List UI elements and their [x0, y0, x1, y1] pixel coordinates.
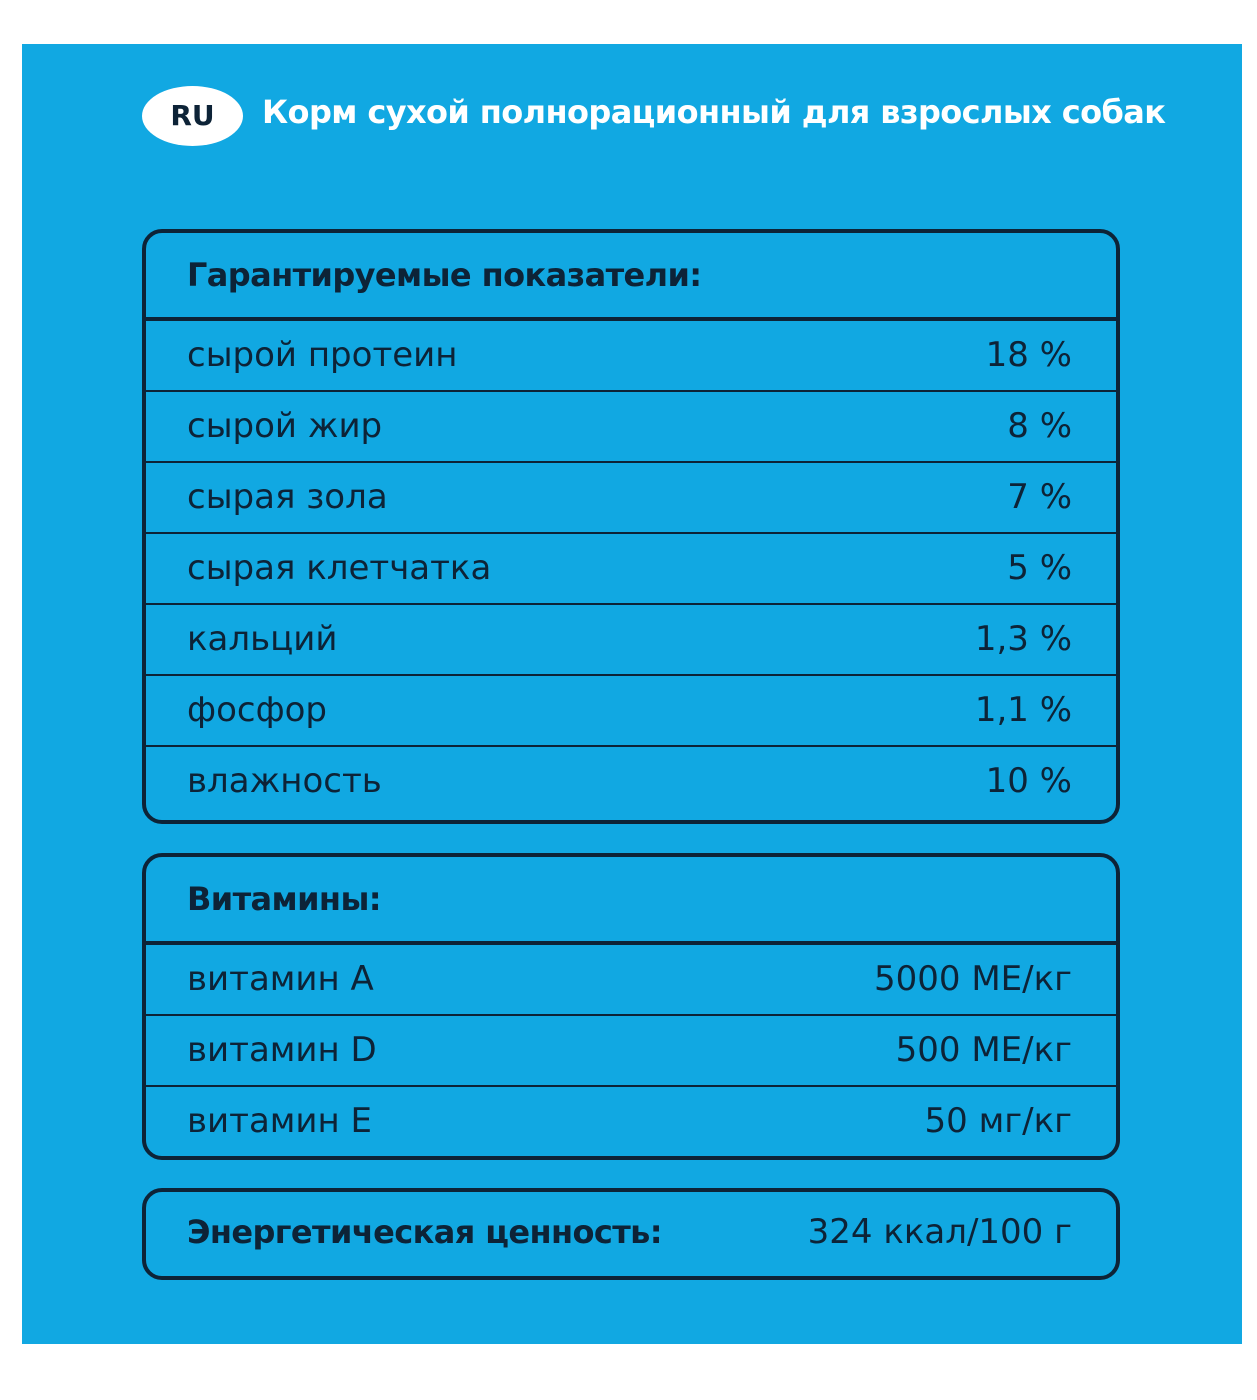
row-label: сырой жир — [187, 406, 383, 446]
table-row — [146, 605, 1116, 676]
row-label: витамин E — [187, 1101, 373, 1141]
row-value: 8 % — [1007, 406, 1072, 446]
guaranteed-values-heading: Гарантируемые показатели: — [187, 256, 702, 294]
energy-label: Энергетическая ценность: — [187, 1213, 663, 1251]
energy-value-box — [142, 1188, 1120, 1280]
energy-value: 324 ккал/100 г — [807, 1212, 1072, 1252]
table-row — [146, 534, 1116, 605]
table-row — [146, 321, 1116, 392]
row-value: 50 мг/кг — [924, 1101, 1072, 1141]
language-badge: RU — [142, 86, 243, 146]
row-value: 1,1 % — [974, 690, 1072, 730]
row-label: витамин A — [187, 959, 374, 999]
vitamins-heading: Витамины: — [187, 880, 381, 918]
row-label: кальций — [187, 619, 338, 659]
guaranteed-values-rows — [146, 321, 1116, 818]
row-value: 18 % — [985, 335, 1072, 375]
table-row — [146, 676, 1116, 747]
row-label: сырой протеин — [187, 335, 458, 375]
table-row — [146, 747, 1116, 818]
row-value: 7 % — [1007, 477, 1072, 517]
product-title: Корм сухой полнорационный для взрослых собак — [262, 93, 1166, 131]
row-value: 10 % — [985, 761, 1072, 801]
row-label: влажность — [187, 761, 382, 801]
table-row — [146, 1087, 1116, 1158]
table-row — [146, 1016, 1116, 1087]
table-row — [146, 392, 1116, 463]
guaranteed-values-header — [146, 233, 1116, 321]
row-label: сырая клетчатка — [187, 548, 492, 588]
row-value: 5 % — [1007, 548, 1072, 588]
table-row — [146, 945, 1116, 1016]
row-value: 1,3 % — [974, 619, 1072, 659]
row-label: сырая зола — [187, 477, 388, 517]
vitamins-header — [146, 857, 1116, 945]
row-label: фосфор — [187, 690, 328, 730]
row-value: 5000 МЕ/кг — [873, 959, 1072, 999]
table-row — [146, 463, 1116, 534]
vitamins-table — [142, 853, 1120, 1160]
row-label: витамин D — [187, 1030, 377, 1070]
guaranteed-values-table — [142, 229, 1120, 824]
row-value: 500 МЕ/кг — [895, 1030, 1072, 1070]
vitamins-rows — [146, 945, 1116, 1158]
